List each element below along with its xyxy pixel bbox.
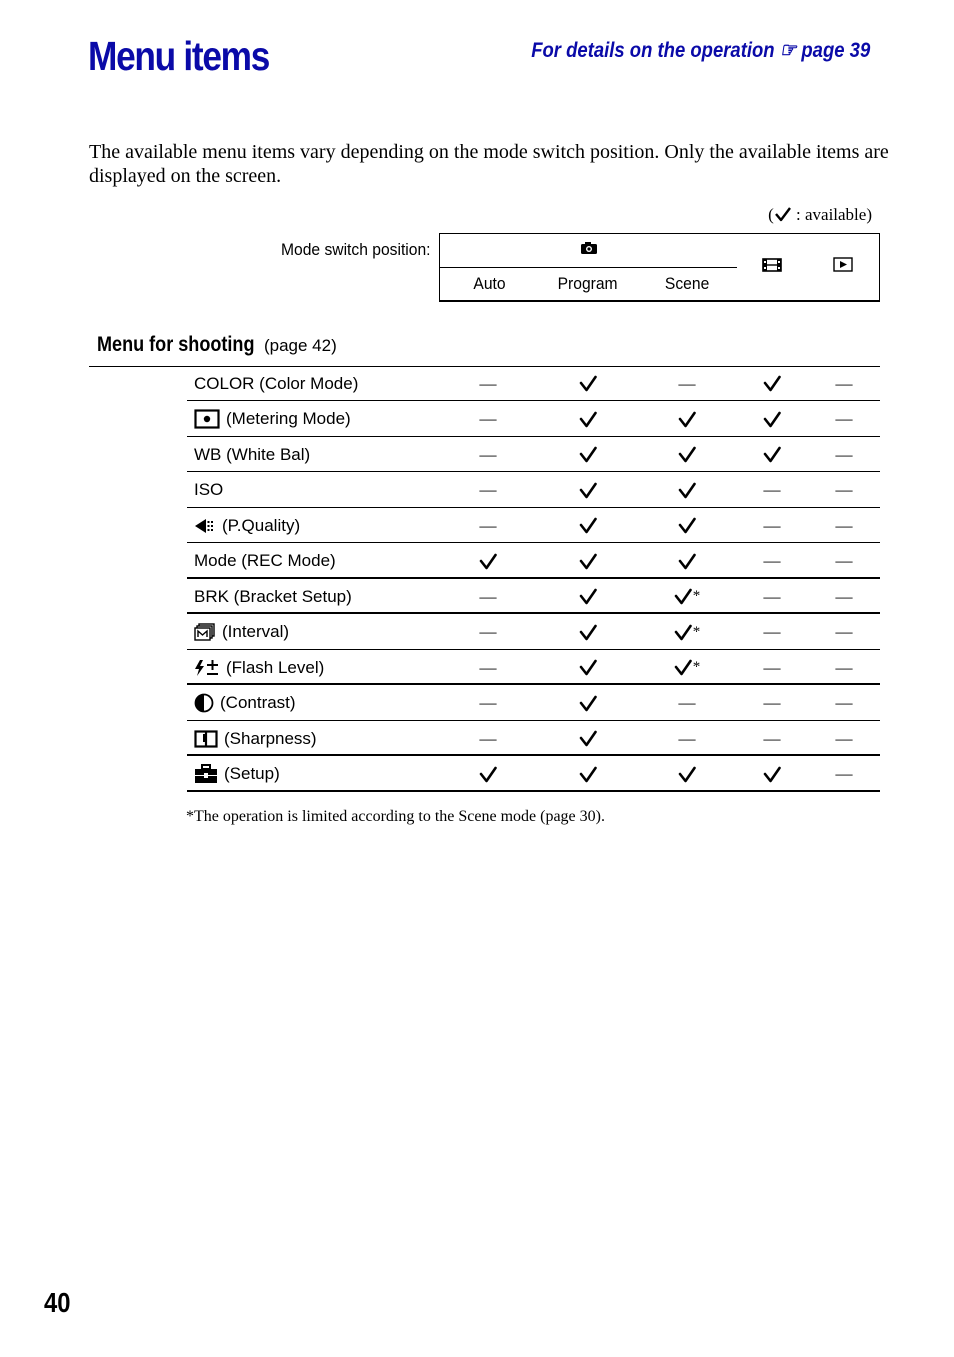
- not-available-dash: —: [763, 551, 781, 570]
- menu-row: [187, 473, 880, 508]
- not-available-dash: —: [479, 622, 497, 641]
- not-available-dash: —: [835, 657, 853, 677]
- not-available-dash: —: [479, 586, 497, 606]
- check-mark-icon: [742, 366, 802, 401]
- still-mode-header: [439, 233, 738, 268]
- menu-row: [187, 579, 880, 614]
- picture-quality-icon: [194, 518, 216, 534]
- menu-item-label: [194, 757, 280, 792]
- check-mark-icon: [657, 544, 717, 579]
- check-mark-limited: *: [657, 615, 717, 650]
- menu-row: [187, 437, 880, 472]
- check-mark-icon: [742, 757, 802, 792]
- menu-item-text: COLOR (Color Mode): [194, 373, 359, 393]
- not-available-dash: —: [479, 728, 497, 748]
- not-available-dash: —: [835, 409, 853, 428]
- camera-icon: [580, 241, 598, 260]
- check-mark-icon: [558, 508, 618, 543]
- menu-item-label: [194, 579, 352, 614]
- check-mark-icon: [558, 615, 618, 650]
- not-available-dash: —: [479, 515, 497, 535]
- not-available-dash: —: [835, 551, 853, 570]
- menu-item-text: (Sharpness): [224, 728, 317, 748]
- menu-row: [187, 686, 880, 721]
- menu-item-text: (Interval): [222, 622, 290, 641]
- not-available-dash: —: [479, 657, 497, 677]
- intro-paragraph: The available menu items vary depending on the mode switch position. Only the available items are displayed on the screen.: [89, 141, 889, 187]
- check-mark-icon: [558, 473, 618, 508]
- menu-row: [187, 402, 880, 437]
- legend-text: : available): [791, 205, 872, 224]
- not-available-dash: —: [678, 728, 696, 748]
- page-number: 40: [44, 1287, 71, 1318]
- availability-legend: [768, 205, 872, 225]
- page-title: Menu items: [88, 33, 270, 79]
- check-mark-icon: [558, 544, 618, 579]
- check-mark-icon: [458, 757, 518, 792]
- menu-item-label: [194, 544, 336, 579]
- menu-item-label: [194, 366, 358, 401]
- menu-item-label: [194, 437, 310, 472]
- menu-item-text: (Metering Mode): [226, 409, 351, 428]
- section-heading: [97, 333, 337, 357]
- check-mark-icon: [558, 757, 618, 792]
- playback-mode-header: [807, 233, 880, 302]
- check-mark-icon: [558, 650, 618, 685]
- not-available-dash: —: [835, 728, 853, 748]
- program-mode-header: [538, 267, 639, 302]
- legend-open-paren: (: [768, 205, 774, 224]
- mode-switch-label: Mode switch position:: [281, 240, 431, 259]
- scene-mode-header: [638, 267, 738, 302]
- menu-item-text: (P.Quality): [222, 515, 301, 535]
- not-available-dash: —: [763, 515, 781, 535]
- section-page-ref: (page 42): [263, 336, 337, 355]
- menu-item-text: (Contrast): [220, 693, 296, 712]
- not-available-dash: —: [763, 657, 781, 677]
- menu-item-label: [194, 650, 324, 685]
- check-mark-icon: [558, 686, 618, 721]
- menu-item-text: BRK (Bracket Setup): [194, 586, 352, 606]
- menu-item-text: (Flash Level): [226, 657, 325, 677]
- program-mode-label: Program: [558, 274, 618, 293]
- menu-item-text: Mode (REC Mode): [194, 551, 336, 570]
- menu-row: [187, 544, 880, 579]
- check-mark-icon: [657, 402, 717, 437]
- menu-item-label: [194, 721, 317, 756]
- check-mark-icon: [657, 437, 717, 472]
- not-available-dash: —: [835, 515, 853, 535]
- flash-level-icon: [194, 659, 220, 677]
- menu-item-label: [194, 473, 223, 508]
- check-mark-icon: [558, 437, 618, 472]
- not-available-dash: —: [678, 693, 696, 712]
- interval-icon: [194, 623, 216, 641]
- menu-row: [187, 366, 880, 401]
- menu-item-label: [194, 686, 296, 721]
- contrast-icon: [194, 693, 214, 713]
- check-mark-icon: [558, 402, 618, 437]
- not-available-dash: —: [835, 480, 853, 499]
- metering-mode-icon: [194, 409, 220, 429]
- footnote: *The operation is limited according to the Scene mode (page 30).: [186, 808, 605, 825]
- movie-icon: [762, 258, 782, 277]
- check-mark-icon: [774, 205, 792, 224]
- section-title: Menu for shooting: [97, 333, 255, 356]
- check-mark-icon: [742, 437, 802, 472]
- check-mark-icon: [657, 473, 717, 508]
- menu-row: [187, 757, 880, 792]
- not-available-dash: —: [678, 373, 696, 393]
- check-mark-icon: [657, 508, 717, 543]
- menu-row: [187, 650, 880, 685]
- not-available-dash: —: [835, 444, 853, 464]
- scene-mode-label: Scene: [665, 274, 710, 293]
- not-available-dash: —: [835, 373, 853, 393]
- not-available-dash: —: [835, 693, 853, 712]
- check-mark-icon: [657, 757, 717, 792]
- sharpness-icon: [194, 730, 218, 748]
- check-mark-icon: [742, 402, 802, 437]
- check-mark-icon: [558, 579, 618, 614]
- not-available-dash: —: [763, 622, 781, 641]
- not-available-dash: —: [835, 586, 853, 606]
- row-divider: [187, 790, 880, 792]
- not-available-dash: —: [763, 480, 781, 499]
- menu-item-label: [194, 508, 300, 543]
- check-mark-icon: [458, 544, 518, 579]
- not-available-dash: —: [479, 409, 497, 428]
- not-available-dash: —: [763, 693, 781, 712]
- check-mark-icon: [558, 366, 618, 401]
- check-mark-limited: *: [657, 650, 717, 685]
- menu-row: [187, 508, 880, 543]
- playback-icon: [833, 257, 853, 277]
- not-available-dash: —: [763, 728, 781, 748]
- setup-icon: [194, 764, 218, 784]
- menu-item-label: [194, 402, 351, 437]
- auto-mode-header: [439, 267, 539, 302]
- not-available-dash: —: [479, 693, 497, 712]
- operation-page-link[interactable]: For details on the operation ☞ page 39: [531, 39, 870, 62]
- not-available-dash: —: [479, 444, 497, 464]
- menu-row: [187, 721, 880, 756]
- menu-item-label: [194, 615, 289, 650]
- menu-item-text: WB (White Bal): [194, 444, 311, 464]
- menu-item-text: (Setup): [224, 764, 280, 783]
- auto-mode-label: Auto: [472, 274, 506, 293]
- check-mark-icon: [558, 721, 618, 756]
- menu-item-text: ISO: [194, 480, 224, 499]
- not-available-dash: —: [479, 373, 497, 393]
- not-available-dash: —: [763, 586, 781, 606]
- menu-row: [187, 615, 880, 650]
- not-available-dash: —: [479, 480, 497, 499]
- not-available-dash: —: [835, 622, 853, 641]
- check-mark-limited: *: [657, 579, 717, 614]
- movie-mode-header: [737, 233, 808, 302]
- not-available-dash: —: [835, 764, 853, 783]
